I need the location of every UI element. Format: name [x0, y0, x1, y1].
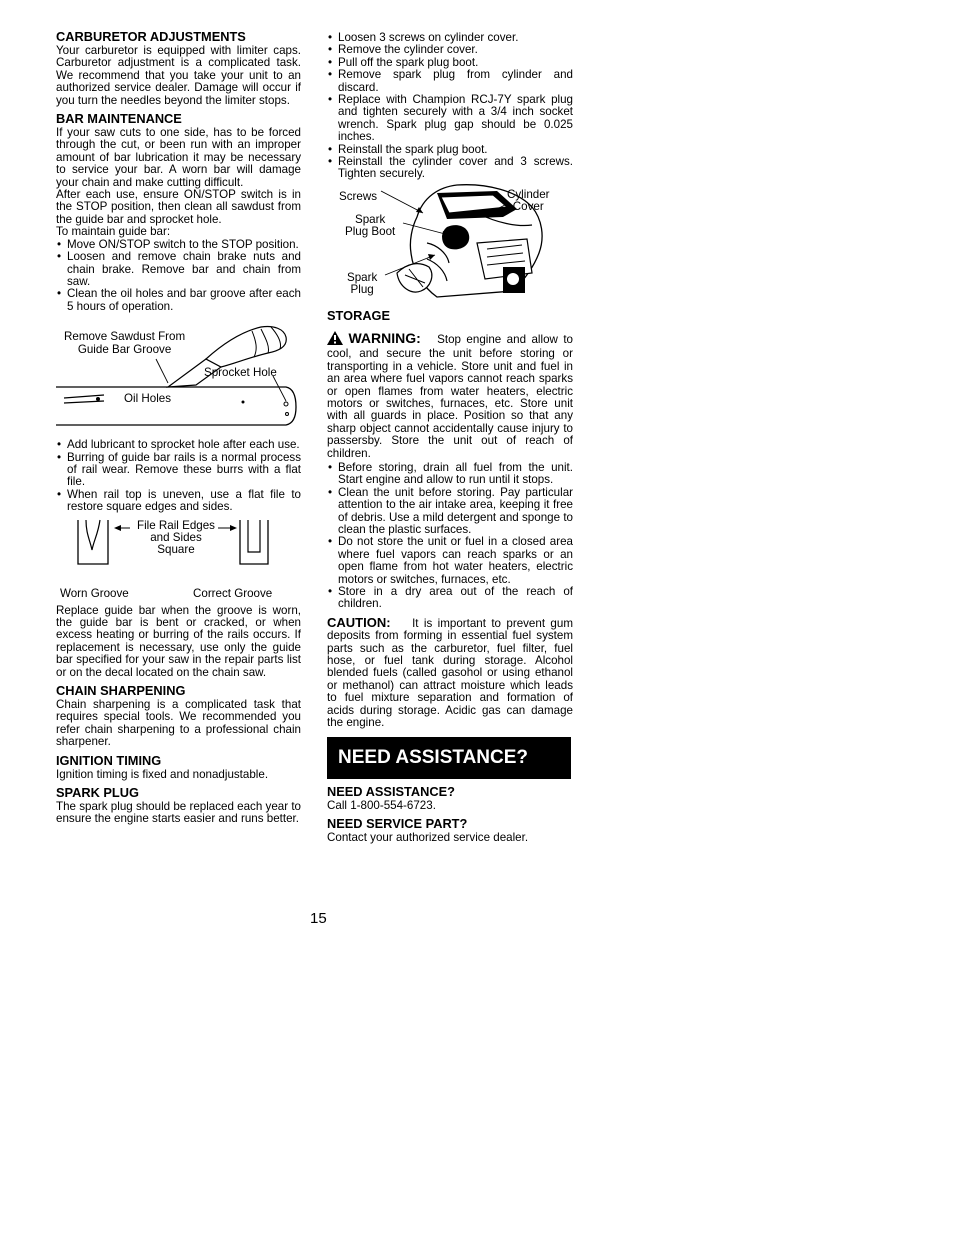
label-sprocket-hole: Sprocket Hole: [204, 366, 277, 380]
guide-bar-figure: [56, 319, 301, 437]
list-item: • Add lubricant to sprocket hole after each use.: [56, 439, 301, 451]
warning-icon: [327, 331, 343, 348]
need-assistance-body: Call 1-800-554-6723.: [327, 799, 436, 813]
caution-label: CAUTION:: [327, 614, 391, 630]
bar-bullets-2: [56, 439, 301, 513]
ignition-timing-body: Ignition timing is fixed and nonadjustable.: [56, 767, 269, 781]
bar-maintenance-p1: If your saw cuts to one side, has to be forced through the cut, or been run with an improper amount of bar lubrication it may be necessary to service your bar. A worn bar will damage your chain and make cutting difficult.: [56, 126, 301, 189]
list-item: • Clean the unit before storing. Pay particular attention to the air intake area, keeping it free of debris. Use a mild detergent and sponge to clean the plastic surfaces.: [327, 487, 573, 537]
label-correct-groove: Correct Groove: [193, 586, 273, 600]
storage-warning: [327, 331, 573, 460]
list-item: • When rail top is uneven, use a flat file to restore square edges and sides.: [56, 489, 301, 514]
label-spark-plug-boot: Spark Plug Boot: [345, 212, 396, 239]
carburetor-heading: CARBURETOR ADJUSTMENTS: [56, 29, 246, 44]
groove-labels: [56, 588, 301, 602]
label-spark-plug: Spark Plug: [347, 270, 378, 297]
list-item: • Loosen and remove chain brake nuts and chain brake. Remove bar and chain from saw.: [56, 251, 301, 288]
ignition-timing-heading: IGNITION TIMING: [56, 752, 162, 768]
list-item: • Replace with Champion RCJ-7Y spark plug and tighten securely with a 3/4 inch socket wrench. Spark plug gap should be 0.025 inches.: [327, 94, 573, 144]
list-item: • Reinstall the spark plug boot.: [327, 144, 573, 156]
spark-plug-bullets: [327, 32, 573, 181]
list-item: • Do not store the unit or fuel in a closed area where fuel vapors can reach sparks or an open flame from hot water heaters, electric motors or switches, furnaces, etc.: [327, 536, 573, 586]
caution-body: It is important to prevent gum deposits from forming in essential fuel system parts such as the carburetor, fuel filter, fuel hose, or fuel tank during storage. Alcohol blended fuels (called gasohol or using ethanol or methanol) can attract moisture which leads to fuel mixture separation and formation of acids during storage. Acidic gas can damage the engine.: [327, 616, 573, 730]
bar-maintenance-p2: After each use, ensure ON/STOP switch is in the STOP position, then clean all sawdust from the guide bar and sprocket hole.: [56, 188, 301, 226]
storage-heading: STORAGE: [327, 307, 391, 323]
list-item: • Reinstall the cylinder cover and 3 screws. Tighten securely.: [327, 156, 573, 181]
list-item: • Remove spark plug from cylinder and discard.: [327, 69, 573, 94]
chain-sharpening-heading: CHAIN SHARPENING: [56, 683, 186, 698]
label-worn-groove: Worn Groove: [60, 586, 129, 600]
page-number: 15: [310, 910, 327, 927]
need-assistance-banner: NEED ASSISTANCE?: [327, 737, 571, 779]
warning-label: WARNING:: [348, 329, 421, 346]
chain-sharpening-body: Chain sharpening is a complicated task that requires special tools. We recommended you refer chain sharpening to a professional chain sharpener.: [56, 698, 301, 749]
label-oil-holes: Oil Holes: [124, 392, 172, 406]
right-column: [327, 32, 573, 844]
spark-plug-body: The spark plug should be replaced each year to ensure the engine starts easier and runs better.: [56, 800, 301, 826]
list-item: • Clean the oil holes and bar groove after each 5 hours of operation.: [56, 288, 301, 313]
carburetor-body: Your carburetor is equipped with limiter caps. Carburetor adjustment is a complicated task. We recommend that you take your unit to an authorized service dealer. Damage will occur if you turn the needles beyond the limiter stops.: [56, 44, 301, 107]
list-item: • Before storing, drain all fuel from the unit. Start engine and allow to run until it stops.: [327, 462, 573, 487]
spark-plug-heading: SPARK PLUG: [56, 785, 139, 801]
left-column: [56, 30, 301, 826]
bar-maintenance-p3: To maintain guide bar:: [56, 225, 171, 239]
bar-maintenance-heading: BAR MAINTENANCE: [56, 111, 182, 127]
label-remove-sawdust: Remove Sawdust From Guide Bar Groove: [64, 330, 186, 356]
list-item: • Remove the cylinder cover.: [327, 44, 573, 56]
list-item: • Loosen 3 screws on cylinder cover.: [327, 32, 573, 44]
need-service-part-heading: NEED SERVICE PART?: [327, 815, 468, 831]
list-item: • Burring of guide bar rails is a normal process of rail wear. Remove these burrs with a flat file.: [56, 452, 301, 489]
label-cylinder-cover: Cylinder Cover: [507, 187, 550, 214]
bar-bullets-1: [56, 239, 301, 313]
bar-maintenance-p4: Replace guide bar when the groove is worn, the guide bar is bent or cracked, or when excess heating or burring of the rails occurs. If replacement is necessary, use only the guide bar specified for your saw in the repair parts list or on the decal located on the chain saw.: [56, 603, 301, 679]
warning-body: Stop engine and allow to cool, and secure the unit before storing or transporting in a vehicle. Store unit and fuel in an area where fuel vapors cannot reach sparks or open flames from water heaters, electric motors or switches, furnaces, etc. Store unit with all guards in place. Position so that any sharp object cannot accidentally cause injury to passersby. Store the unit out of reach of children.: [327, 332, 573, 460]
list-item: • Store in a dry area out of the reach of children.: [327, 586, 573, 611]
label-screws: Screws: [339, 189, 378, 203]
list-item: • Move ON/STOP switch to the STOP position.: [56, 239, 301, 251]
need-service-part-body: Contact your authorized service dealer.: [327, 830, 529, 844]
list-item: • Pull off the spark plug boot.: [327, 57, 573, 69]
spark-plug-figure: [327, 183, 573, 305]
label-file-rail-edges: File Rail Edges and Sides Square: [137, 518, 215, 557]
storage-caution: [327, 614, 573, 730]
storage-bullets: [327, 462, 573, 611]
groove-figure: [56, 518, 301, 588]
need-assistance-heading: NEED ASSISTANCE?: [327, 784, 455, 800]
